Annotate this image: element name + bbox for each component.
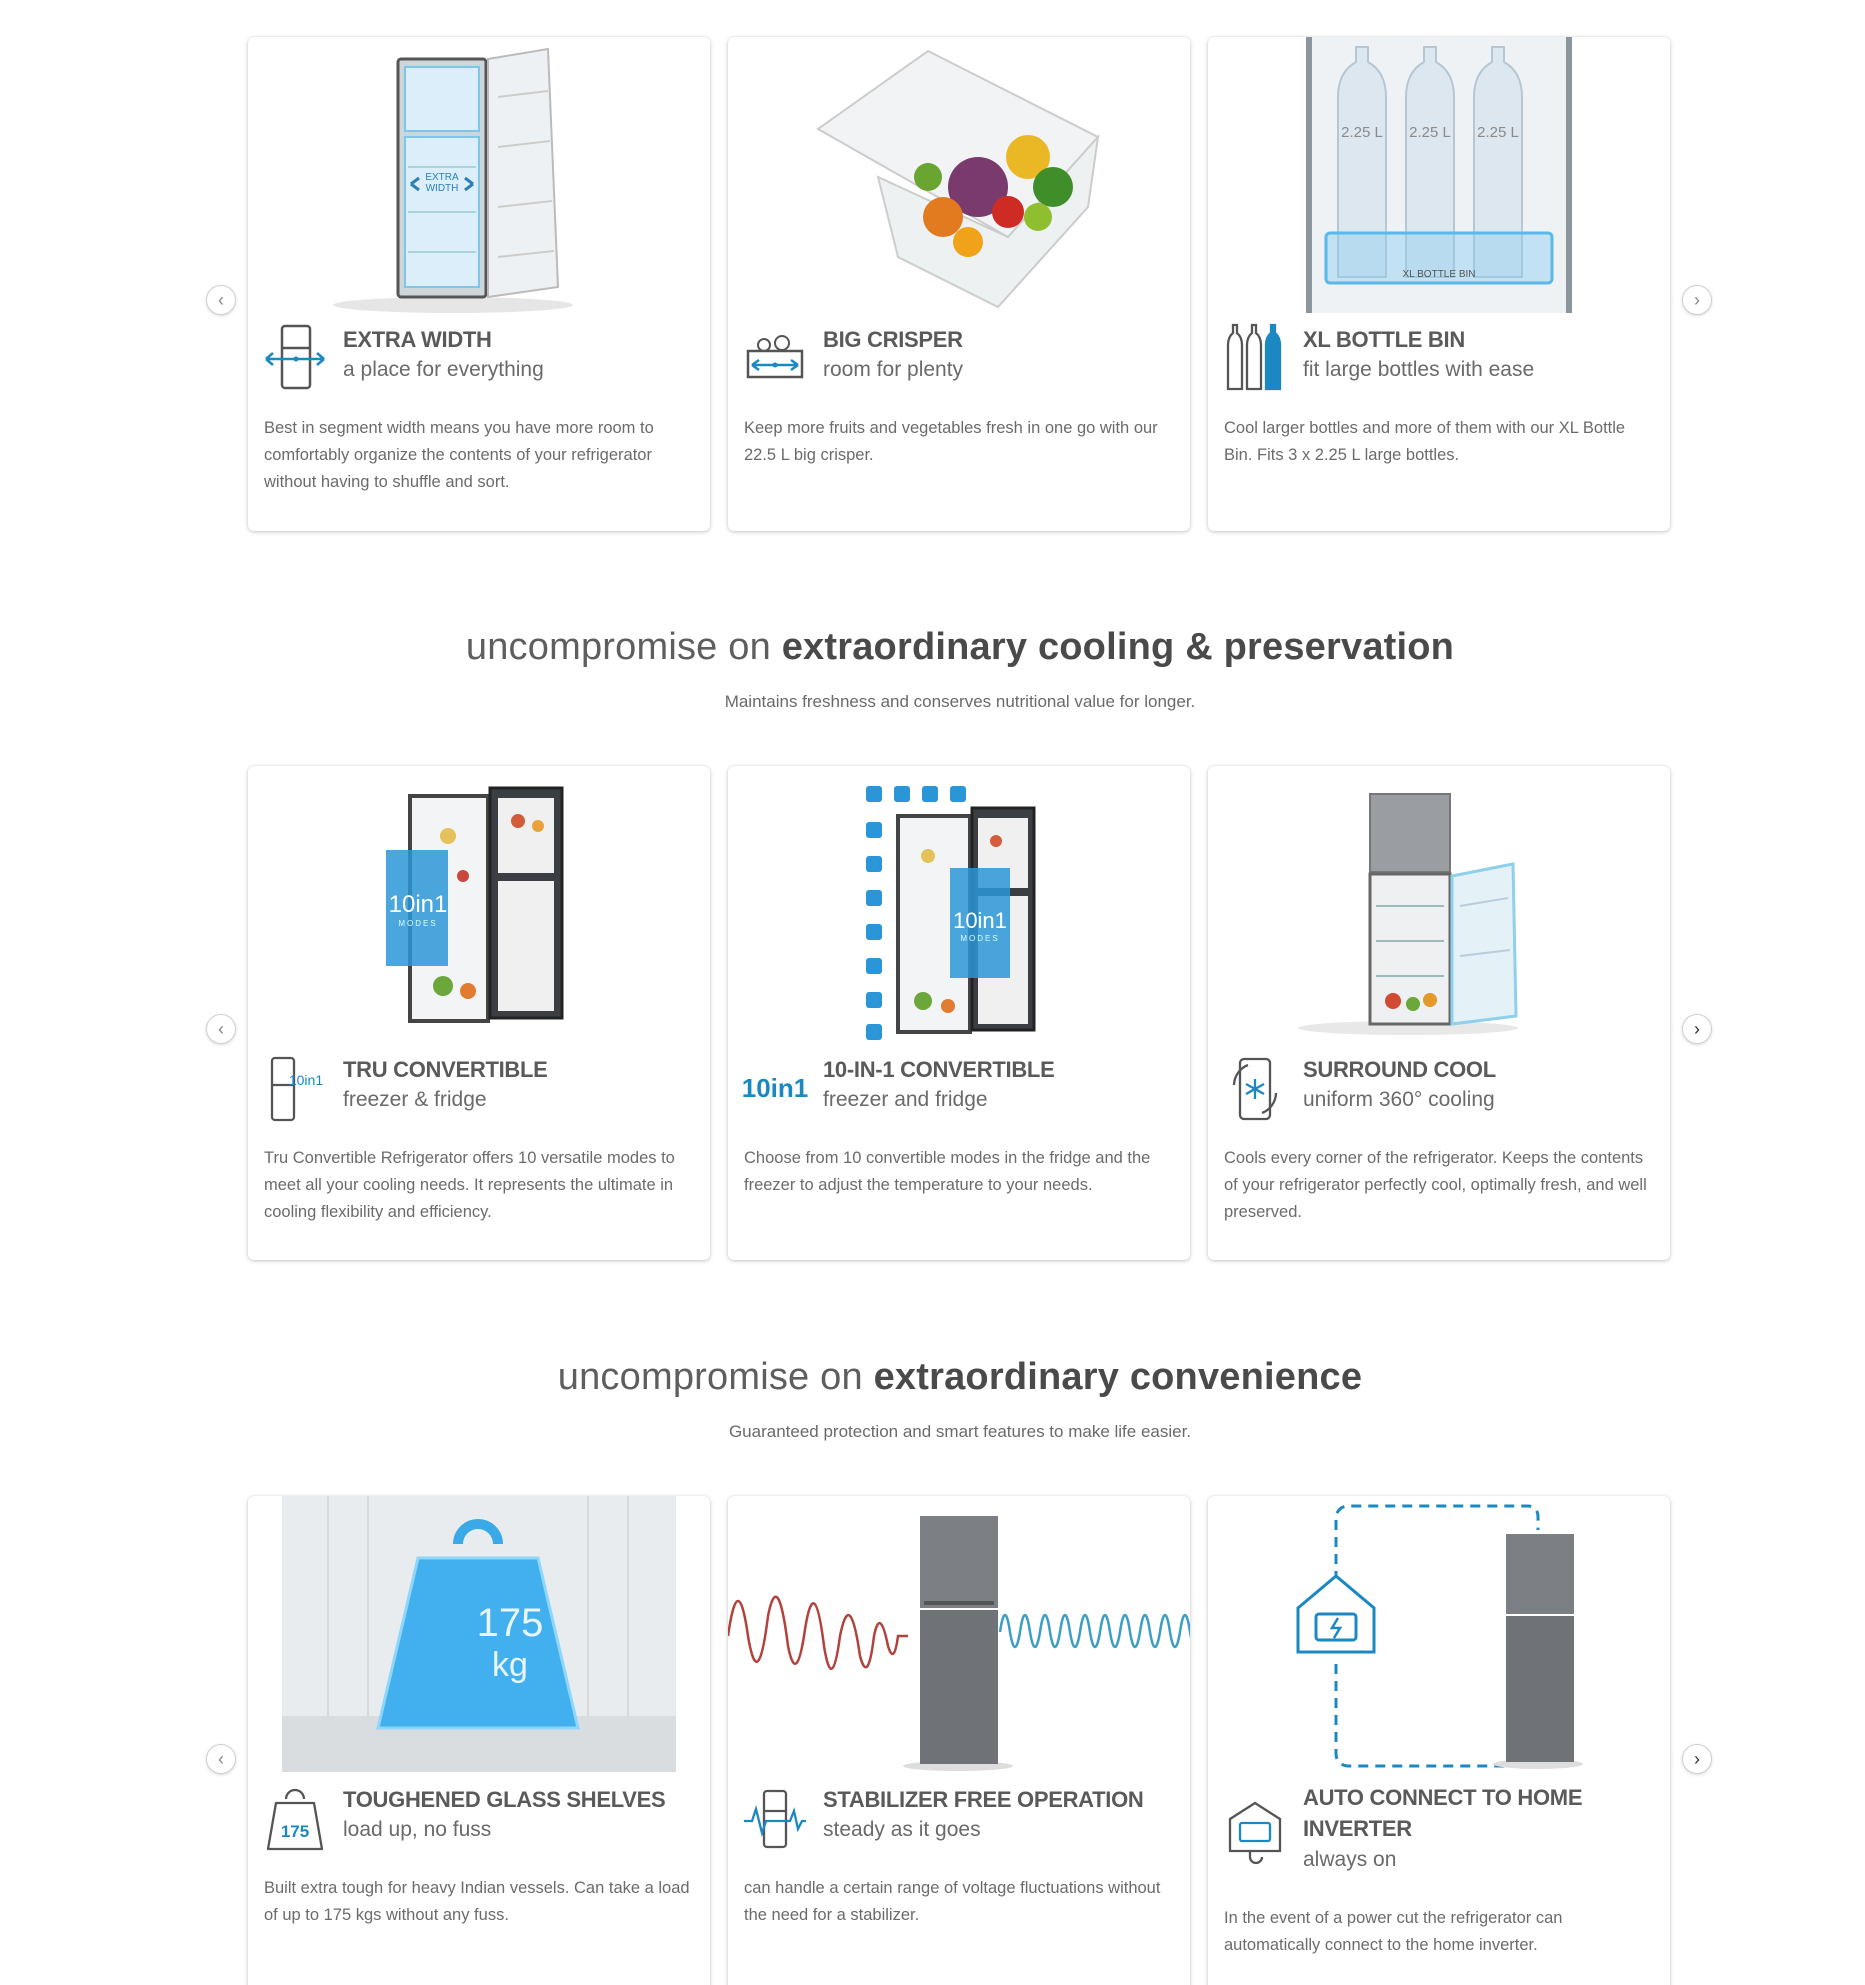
section-heading <box>0 1356 1865 1399</box>
card-subtitle: freezer and fridge <box>823 1088 988 1111</box>
bottles-icon <box>1222 322 1288 392</box>
card-title: XL BOTTLE BIN <box>1303 327 1465 352</box>
surround-cool-fridge-image <box>1208 766 1670 1048</box>
card-description: Built extra tough for heavy Indian vessels. Can take a load of up to 175 kgs without any fuss. <box>264 1879 690 1924</box>
card-description: Best in segment width means you have more room to comfortably organize the contents of your refrigerator without having to shuffle and sort. <box>264 419 654 491</box>
icon-text: 10in1 <box>742 1073 808 1103</box>
card-description: can handle a certain range of voltage fluctuations without the need for a stabilizer. <box>744 1879 1161 1924</box>
stabilizer-icon <box>742 1784 808 1854</box>
surround-cool-icon <box>1222 1054 1288 1124</box>
feature-card-big-crisper[interactable] <box>728 37 1190 531</box>
modes-badge-sub: MODES <box>960 934 1000 943</box>
svg-text:EXTRA: EXTRA <box>425 172 459 183</box>
card-title: EXTRA WIDTH <box>343 327 492 352</box>
extra-width-icon <box>262 322 328 392</box>
card-subtitle: uniform 360° cooling <box>1303 1088 1495 1111</box>
modes-badge-sub: MODES <box>398 919 438 928</box>
card-subtitle: fit large bottles with ease <box>1303 358 1535 381</box>
carousel-prev-button[interactable] <box>206 1014 236 1044</box>
heading-light: uncompromise on <box>557 1356 863 1398</box>
card-description: In the event of a power cut the refrigerator can automatically connect to the home inverter. <box>1224 1909 1563 1954</box>
bin-label: XL BOTTLE BIN <box>1402 269 1476 280</box>
card-title: 10-IN-1 CONVERTIBLE <box>823 1057 1055 1082</box>
chevron-left-icon: ‹ <box>218 1018 224 1039</box>
card-description: Tru Convertible Refrigerator offers 10 versatile modes to meet all your cooling needs. It represents the ultimate in cooling flexibility and efficiency. <box>264 1149 675 1221</box>
svg-text:WIDTH: WIDTH <box>425 183 459 194</box>
carousel-next-button[interactable] <box>1682 1014 1712 1044</box>
card-subtitle: always on <box>1303 1848 1397 1871</box>
carousel-prev-button[interactable] <box>206 285 236 315</box>
card-description: Keep more fruits and vegetables fresh in one go with our 22.5 L big crisper. <box>744 419 1158 464</box>
heading-bold: extraordinary cooling & preservation <box>781 626 1455 668</box>
weight-unit: kg <box>492 1646 528 1684</box>
feature-card-10-in-1-convertible[interactable] <box>728 766 1190 1260</box>
feature-card-surround-cool[interactable] <box>1208 766 1670 1260</box>
section-subheading: Maintains freshness and conserves nutritional value for longer. <box>724 692 1196 711</box>
icon-text: 10in1 <box>288 1072 324 1088</box>
card-subtitle: room for plenty <box>823 358 964 381</box>
inverter-connect-image <box>1208 1496 1670 1778</box>
feature-card-stabilizer-free[interactable] <box>728 1496 1190 1985</box>
convertible-fridge-image <box>248 766 710 1048</box>
carousel-prev-button[interactable] <box>206 1744 236 1774</box>
card-description: Cools every corner of the refrigerator. Keeps the contents of your refrigerator perfectly cool, optimally fresh, and well preserved. <box>1224 1149 1647 1221</box>
chevron-right-icon: › <box>1694 1748 1700 1769</box>
chevron-right-icon: › <box>1694 289 1700 310</box>
chevron-left-icon: ‹ <box>218 1748 224 1769</box>
card-title: SURROUND COOL <box>1303 1057 1496 1082</box>
carousel-next-button[interactable] <box>1682 1744 1712 1774</box>
bottle-label: 2.25 L <box>1341 124 1383 141</box>
card-description: Cool larger bottles and more of them with our XL Bottle Bin. Fits 3 x 2.25 L large bottles. <box>1224 419 1626 464</box>
fridge-extra-width-image <box>248 37 710 319</box>
chevron-left-icon: ‹ <box>218 289 224 310</box>
weight-icon <box>262 1784 328 1854</box>
heading-bold: extraordinary convenience <box>873 1356 1363 1398</box>
card-title: STABILIZER FREE OPERATION <box>823 1787 1144 1812</box>
ten-modes-fridge-image <box>728 766 1190 1048</box>
card-description: Choose from 10 convertible modes in the fridge and the freezer to adjust the temperature to your needs. <box>744 1149 1151 1194</box>
stabilizer-fridge-image <box>728 1496 1190 1778</box>
card-title: AUTO CONNECT TO HOME INVERTER <box>1303 1785 1583 1841</box>
card-title: TRU CONVERTIBLE <box>343 1057 548 1082</box>
inverter-icon <box>1222 1796 1288 1866</box>
chevron-right-icon: › <box>1694 1018 1700 1039</box>
tru-convertible-icon <box>262 1054 328 1124</box>
heading-light: uncompromise on <box>465 626 771 668</box>
feature-card-auto-connect[interactable] <box>1208 1496 1670 1985</box>
modes-badge: 10in1 <box>388 891 448 918</box>
section-heading <box>0 626 1865 669</box>
card-subtitle: steady as it goes <box>823 1818 981 1841</box>
icon-text: 175 <box>280 1822 310 1841</box>
bottle-bin-image <box>1208 37 1670 319</box>
card-title: TOUGHENED GLASS SHELVES <box>343 1787 666 1812</box>
modes-badge: 10in1 <box>953 908 1007 933</box>
card-subtitle: freezer & fridge <box>343 1088 487 1111</box>
crisper-drawer-image <box>728 37 1190 319</box>
glass-shelf-weight-image <box>248 1496 710 1778</box>
section-subheading: Guaranteed protection and smart features to make life easier. <box>728 1422 1192 1441</box>
feature-card-tru-convertible[interactable] <box>248 766 710 1260</box>
feature-card-toughened-glass[interactable] <box>248 1496 710 1985</box>
carousel-next-button[interactable] <box>1682 285 1712 315</box>
card-subtitle: load up, no fuss <box>343 1818 492 1841</box>
feature-card-xl-bottle-bin[interactable] <box>1208 37 1670 531</box>
weight-number: 175 <box>476 1601 544 1645</box>
bottle-label: 2.25 L <box>1477 124 1519 141</box>
feature-card-extra-width[interactable] <box>248 37 710 531</box>
crisper-icon <box>742 322 808 392</box>
bottle-label: 2.25 L <box>1409 124 1451 141</box>
ten-in-one-icon <box>742 1054 808 1124</box>
card-subtitle: a place for everything <box>343 358 544 381</box>
card-title: BIG CRISPER <box>823 327 963 352</box>
